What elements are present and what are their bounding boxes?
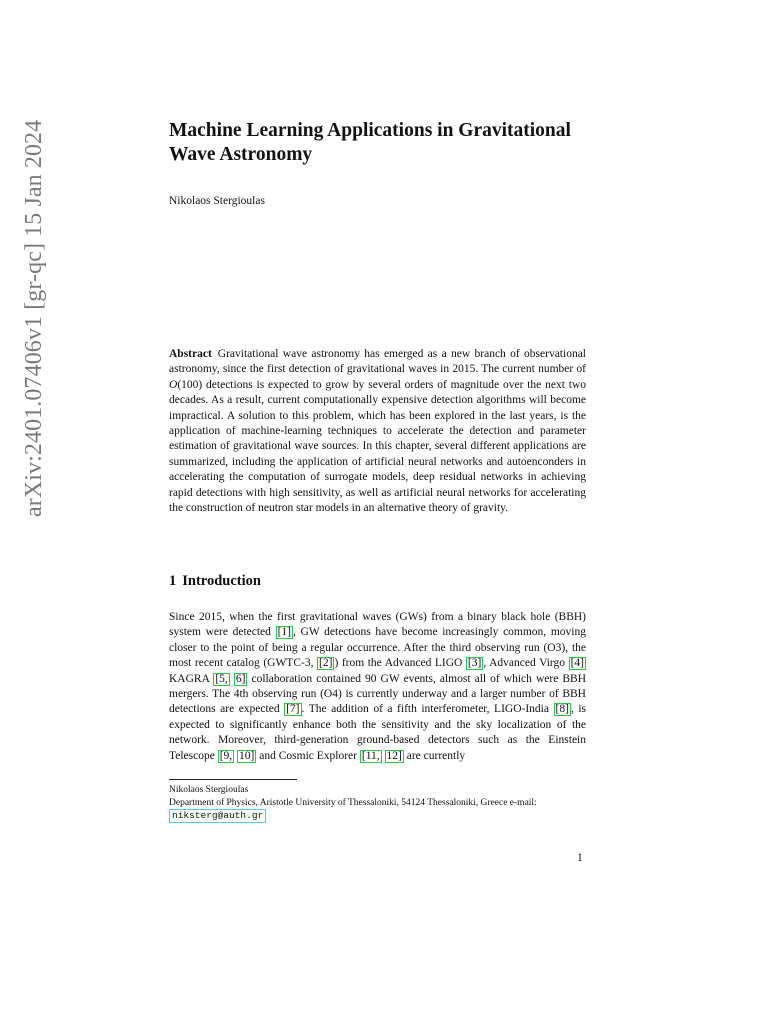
footnote-author-name: Nikolaos Stergioulas <box>169 785 249 795</box>
section-title: Introduction <box>182 573 261 589</box>
citation-link-12[interactable]: 12] <box>386 749 402 762</box>
citation-link-5[interactable]: [5, <box>215 672 228 685</box>
intro-text: and Cosmic Explorer <box>256 749 360 762</box>
footnote-affiliation: Department of Physics, Aristotle University of Thessaloniki, 54124 Thessaloniki, Greece e-mail: <box>169 797 537 808</box>
citation-link-11[interactable]: [11, <box>361 749 380 762</box>
citation-link-8[interactable]: [8] <box>555 703 569 716</box>
citation-link-1[interactable]: [1] <box>277 626 291 639</box>
section-heading <box>169 572 261 590</box>
citation-link-9[interactable]: [9, <box>219 749 233 762</box>
abstract-label: Abstract <box>169 348 212 360</box>
intro-text: ) from the Advanced LIGO <box>334 657 466 670</box>
citation-link-10[interactable]: 10] <box>239 749 255 762</box>
page-number: 1 <box>577 852 583 864</box>
intro-text: KAGRA <box>169 672 214 685</box>
author-name: Nikolaos Stergioulas <box>169 195 265 207</box>
footnote-divider <box>169 779 297 780</box>
paper-title: Machine Learning Applications in Gravitational Wave Astronomy <box>169 120 571 165</box>
author-footnote <box>169 784 589 823</box>
introduction-paragraph <box>169 610 586 764</box>
arxiv-identifier: arXiv:2401.07406v1 [gr-qc] 15 Jan 2024 <box>21 119 47 517</box>
citation-link-4[interactable]: [4] <box>570 657 584 670</box>
abstract-math-o: O <box>169 378 178 391</box>
intro-text: , is expected to significantly enhance both the sensitivity and the sky localization of the network. Moreover, third-generation ground-based detectors such as the Einstein Telescope <box>169 703 587 762</box>
email-link[interactable]: niksterg@auth.gr <box>169 809 266 823</box>
intro-text: Since 2015, when the first gravitational waves (GWs) from a binary black hole (BBH) system were detected <box>169 611 586 639</box>
intro-text: , GW detections have become increasingly common, moving closer to the point of being a regular occurrence. After the third observing run (O3), the most recent catalog (GWTC-3, <box>169 626 586 670</box>
citation-link-7[interactable]: [7] <box>286 703 300 716</box>
intro-text: are currently <box>403 749 466 762</box>
intro-text: , Advanced Virgo <box>483 657 569 670</box>
abstract-text-part-2: (100) detections is expected to grow by several orders of magnitude over the next two decades. As a result, current computationally expensive detection algorithms will become impractical. A solution to this problem, which has been explored in the last years, is the application of machine-learning techniques to accelerate the detection and parameter estimation of gravitational wave sources. In this chapter, several different applications are summarized, including the application of artificial neural networks and autoenconders in accelerating the computation of surrogate models, deep residual networks in achieving rapid detections with high sensitivity, as well as artificial neural networks for accelerating the construction of neutron star models in an alternative theory of gravity. <box>169 378 586 515</box>
citation-link-6[interactable]: 6] <box>235 672 246 685</box>
intro-text: . The addition of a fifth interferometer, LIGO-India <box>301 703 554 716</box>
citation-link-2[interactable]: [2] <box>319 657 333 670</box>
abstract-text-part-1: Gravitational wave astronomy has emerged as a new branch of observational astronomy, since the first detection of gravitational waves in 2015. The current number of <box>169 348 586 376</box>
citation-link-3[interactable]: [3] <box>467 657 482 670</box>
section-number: 1 <box>169 573 177 589</box>
intro-text: collaboration contained 90 GW events, almost all of which were BBH mergers. The 4th observing run (O4) is currently underway and a larger number of BBH detections are expected <box>169 672 587 716</box>
abstract <box>169 347 586 516</box>
